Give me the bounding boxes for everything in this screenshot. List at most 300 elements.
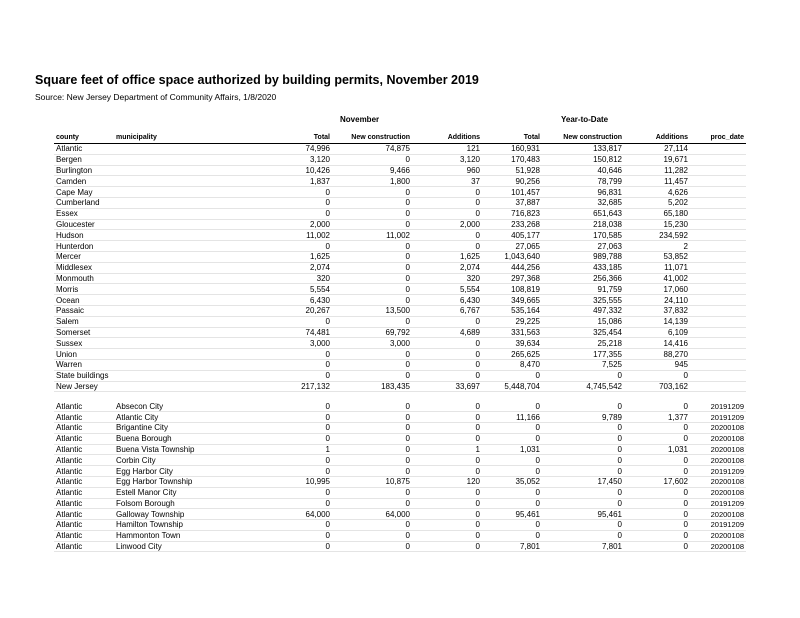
cell-ytd-additions: 1,377 — [624, 412, 690, 423]
cell-nov-new-construction: 0 — [332, 197, 412, 208]
cell-ytd-additions: 11,282 — [624, 165, 690, 176]
cell-ytd-total: 265,625 — [482, 349, 542, 360]
cell-county: Atlantic — [54, 444, 114, 455]
header-nov-new-construction: New construction — [332, 132, 412, 144]
group-header-ytd: Year-to-Date — [561, 115, 609, 124]
cell-county: Cape May — [54, 187, 114, 198]
cell-ytd-additions: 0 — [624, 422, 690, 433]
cell-county: Atlantic — [54, 466, 114, 477]
cell-ytd-additions: 0 — [624, 487, 690, 498]
cell-ytd-additions: 0 — [624, 541, 690, 552]
cell-ytd-total: 0 — [482, 530, 542, 541]
county-row — [54, 154, 746, 165]
cell-ytd-new-construction: 4,745,542 — [542, 381, 624, 392]
cell-proc-date — [690, 144, 746, 155]
municipality-row — [54, 401, 746, 411]
cell-municipality — [114, 251, 268, 262]
cell-nov-new-construction: 0 — [332, 219, 412, 230]
cell-municipality: Hamilton Township — [114, 520, 268, 531]
cell-proc-date — [690, 316, 746, 327]
spacer-cell — [54, 392, 114, 402]
cell-nov-total: 5,554 — [268, 284, 332, 295]
cell-ytd-total: 0 — [482, 466, 542, 477]
header-municipality: municipality — [114, 132, 268, 144]
cell-ytd-new-construction: 497,332 — [542, 305, 624, 316]
cell-proc-date — [690, 176, 746, 187]
cell-county: Mercer — [54, 251, 114, 262]
county-row — [54, 359, 746, 370]
spacer-cell — [268, 392, 332, 402]
cell-ytd-additions: 0 — [624, 433, 690, 444]
cell-county: Passaic — [54, 305, 114, 316]
cell-nov-new-construction: 0 — [332, 295, 412, 306]
spacer-row — [54, 392, 746, 402]
cell-nov-total: 2,074 — [268, 262, 332, 273]
cell-nov-new-construction: 0 — [332, 349, 412, 360]
county-row — [54, 187, 746, 198]
cell-nov-additions: 6,767 — [412, 305, 482, 316]
cell-county: Warren — [54, 359, 114, 370]
cell-ytd-new-construction: 989,788 — [542, 251, 624, 262]
cell-ytd-new-construction: 433,185 — [542, 262, 624, 273]
cell-county: Atlantic — [54, 498, 114, 509]
cell-ytd-new-construction: 0 — [542, 422, 624, 433]
cell-proc-date: 20200108 — [690, 530, 746, 541]
spacer-cell — [332, 392, 412, 402]
cell-nov-total: 0 — [268, 530, 332, 541]
cell-ytd-total: 90,256 — [482, 176, 542, 187]
cell-nov-additions: 2,000 — [412, 219, 482, 230]
cell-ytd-additions: 703,162 — [624, 381, 690, 392]
cell-ytd-total: 0 — [482, 422, 542, 433]
cell-ytd-additions: 65,180 — [624, 208, 690, 219]
cell-ytd-additions: 41,002 — [624, 273, 690, 284]
municipality-row — [54, 466, 746, 477]
cell-ytd-total: 29,225 — [482, 316, 542, 327]
cell-ytd-new-construction: 150,812 — [542, 154, 624, 165]
cell-ytd-total: 0 — [482, 401, 542, 411]
cell-ytd-new-construction: 9,789 — [542, 412, 624, 423]
cell-ytd-new-construction: 25,218 — [542, 338, 624, 349]
cell-ytd-total: 27,065 — [482, 241, 542, 252]
cell-nov-total: 217,132 — [268, 381, 332, 392]
cell-ytd-total: 0 — [482, 433, 542, 444]
cell-county: Atlantic — [54, 412, 114, 423]
municipality-row — [54, 498, 746, 509]
cell-county: Ocean — [54, 295, 114, 306]
cell-ytd-total: 51,928 — [482, 165, 542, 176]
cell-ytd-additions: 15,230 — [624, 219, 690, 230]
cell-municipality — [114, 316, 268, 327]
cell-ytd-total: 1,031 — [482, 444, 542, 455]
cell-nov-total: 0 — [268, 241, 332, 252]
cell-nov-additions: 0 — [412, 197, 482, 208]
cell-nov-total: 0 — [268, 433, 332, 444]
cell-ytd-new-construction: 7,525 — [542, 359, 624, 370]
cell-nov-new-construction: 0 — [332, 520, 412, 531]
cell-nov-new-construction: 64,000 — [332, 509, 412, 520]
municipality-row — [54, 412, 746, 423]
county-row — [54, 165, 746, 176]
spacer-cell — [114, 392, 268, 402]
cell-proc-date — [690, 187, 746, 198]
group-header-november: November — [340, 115, 380, 124]
cell-nov-total: 0 — [268, 466, 332, 477]
cell-ytd-total: 39,634 — [482, 338, 542, 349]
report-source: Source: New Jersey Department of Community Affairs, 1/8/2020 — [35, 92, 277, 102]
cell-nov-new-construction: 0 — [332, 444, 412, 455]
cell-county: Atlantic — [54, 401, 114, 411]
cell-nov-additions: 0 — [412, 422, 482, 433]
cell-proc-date — [690, 154, 746, 165]
cell-nov-new-construction: 0 — [332, 498, 412, 509]
cell-ytd-total: 233,268 — [482, 219, 542, 230]
cell-proc-date — [690, 349, 746, 360]
cell-proc-date: 20200108 — [690, 455, 746, 466]
cell-ytd-new-construction: 78,799 — [542, 176, 624, 187]
cell-nov-new-construction: 74,875 — [332, 144, 412, 155]
cell-county: Union — [54, 349, 114, 360]
cell-nov-total: 0 — [268, 455, 332, 466]
cell-nov-total: 6,430 — [268, 295, 332, 306]
cell-ytd-additions: 27,114 — [624, 144, 690, 155]
cell-proc-date — [690, 262, 746, 273]
cell-proc-date — [690, 295, 746, 306]
cell-ytd-new-construction: 32,685 — [542, 197, 624, 208]
cell-nov-total: 0 — [268, 487, 332, 498]
cell-nov-additions: 0 — [412, 498, 482, 509]
cell-nov-total: 0 — [268, 520, 332, 531]
cell-nov-new-construction: 183,435 — [332, 381, 412, 392]
header-ytd-total: Total — [482, 132, 542, 144]
cell-county: Atlantic — [54, 541, 114, 552]
cell-municipality — [114, 327, 268, 338]
cell-ytd-total: 108,819 — [482, 284, 542, 295]
county-row — [54, 273, 746, 284]
cell-municipality — [114, 197, 268, 208]
permits-table — [54, 132, 746, 552]
cell-municipality: Atlantic City — [114, 412, 268, 423]
cell-proc-date: 20191209 — [690, 520, 746, 531]
cell-nov-total: 0 — [268, 422, 332, 433]
cell-county: Hudson — [54, 230, 114, 241]
cell-ytd-new-construction: 0 — [542, 444, 624, 455]
cell-nov-new-construction: 0 — [332, 412, 412, 423]
cell-nov-additions: 0 — [412, 412, 482, 423]
cell-nov-new-construction: 0 — [332, 422, 412, 433]
cell-nov-new-construction: 0 — [332, 273, 412, 284]
cell-nov-total: 1 — [268, 444, 332, 455]
cell-proc-date — [690, 327, 746, 338]
spacer-cell — [412, 392, 482, 402]
cell-proc-date: 20191209 — [690, 498, 746, 509]
cell-nov-total: 0 — [268, 187, 332, 198]
header-proc-date: proc_date — [690, 132, 746, 144]
cell-nov-total: 0 — [268, 541, 332, 552]
municipality-row — [54, 476, 746, 487]
cell-municipality: Brigantine City — [114, 422, 268, 433]
municipality-row — [54, 422, 746, 433]
cell-municipality — [114, 144, 268, 155]
county-row — [54, 219, 746, 230]
cell-ytd-new-construction: 0 — [542, 455, 624, 466]
cell-proc-date: 20200108 — [690, 444, 746, 455]
cell-nov-total: 0 — [268, 349, 332, 360]
cell-ytd-total: 0 — [482, 370, 542, 381]
cell-proc-date: 20200108 — [690, 433, 746, 444]
spacer-cell — [690, 392, 746, 402]
cell-ytd-additions: 4,626 — [624, 187, 690, 198]
cell-proc-date — [690, 241, 746, 252]
cell-nov-additions: 0 — [412, 487, 482, 498]
cell-ytd-new-construction: 95,461 — [542, 509, 624, 520]
municipality-row — [54, 541, 746, 552]
cell-ytd-additions: 0 — [624, 509, 690, 520]
cell-ytd-total: 160,931 — [482, 144, 542, 155]
cell-ytd-additions: 234,592 — [624, 230, 690, 241]
municipality-row — [54, 433, 746, 444]
cell-municipality — [114, 338, 268, 349]
cell-ytd-new-construction: 91,759 — [542, 284, 624, 295]
cell-nov-total: 1,837 — [268, 176, 332, 187]
cell-nov-new-construction: 69,792 — [332, 327, 412, 338]
cell-proc-date — [690, 273, 746, 284]
county-row — [54, 241, 746, 252]
header-nov-total: Total — [268, 132, 332, 144]
cell-ytd-total: 0 — [482, 487, 542, 498]
county-row — [54, 284, 746, 295]
cell-proc-date: 20191209 — [690, 401, 746, 411]
cell-nov-total: 74,481 — [268, 327, 332, 338]
cell-ytd-additions: 6,109 — [624, 327, 690, 338]
cell-ytd-new-construction: 27,063 — [542, 241, 624, 252]
cell-ytd-new-construction: 325,454 — [542, 327, 624, 338]
cell-county: Essex — [54, 208, 114, 219]
cell-municipality — [114, 154, 268, 165]
cell-nov-additions: 0 — [412, 230, 482, 241]
cell-nov-additions: 5,554 — [412, 284, 482, 295]
cell-municipality — [114, 284, 268, 295]
cell-county: Cumberland — [54, 197, 114, 208]
cell-municipality: Egg Harbor City — [114, 466, 268, 477]
cell-ytd-new-construction: 325,555 — [542, 295, 624, 306]
cell-nov-additions: 4,689 — [412, 327, 482, 338]
cell-nov-additions: 960 — [412, 165, 482, 176]
cell-nov-total: 0 — [268, 498, 332, 509]
county-row — [54, 208, 746, 219]
cell-municipality: Linwood City — [114, 541, 268, 552]
cell-nov-new-construction: 0 — [332, 433, 412, 444]
cell-ytd-additions: 14,416 — [624, 338, 690, 349]
cell-nov-new-construction: 0 — [332, 241, 412, 252]
cell-nov-total: 0 — [268, 208, 332, 219]
cell-municipality — [114, 359, 268, 370]
cell-nov-additions: 0 — [412, 359, 482, 370]
cell-county: Burlington — [54, 165, 114, 176]
cell-ytd-additions: 0 — [624, 466, 690, 477]
cell-municipality — [114, 241, 268, 252]
cell-ytd-total: 444,256 — [482, 262, 542, 273]
cell-ytd-new-construction: 0 — [542, 530, 624, 541]
cell-county: Atlantic — [54, 530, 114, 541]
cell-ytd-new-construction: 0 — [542, 466, 624, 477]
cell-ytd-additions: 37,832 — [624, 305, 690, 316]
cell-municipality — [114, 219, 268, 230]
cell-municipality — [114, 230, 268, 241]
cell-ytd-additions: 0 — [624, 370, 690, 381]
cell-county: Atlantic — [54, 422, 114, 433]
county-row — [54, 349, 746, 360]
cell-municipality — [114, 295, 268, 306]
cell-municipality — [114, 165, 268, 176]
cell-municipality: Buena Borough — [114, 433, 268, 444]
cell-nov-additions: 6,430 — [412, 295, 482, 306]
cell-county: Hunterdon — [54, 241, 114, 252]
cell-nov-new-construction: 10,875 — [332, 476, 412, 487]
cell-nov-additions: 120 — [412, 476, 482, 487]
cell-ytd-new-construction: 256,366 — [542, 273, 624, 284]
cell-county: Atlantic — [54, 455, 114, 466]
cell-ytd-new-construction: 0 — [542, 498, 624, 509]
cell-proc-date: 20200108 — [690, 509, 746, 520]
cell-ytd-new-construction: 651,643 — [542, 208, 624, 219]
county-row — [54, 230, 746, 241]
cell-nov-total: 0 — [268, 412, 332, 423]
header-ytd-additions: Additions — [624, 132, 690, 144]
cell-nov-new-construction: 1,800 — [332, 176, 412, 187]
cell-county: Camden — [54, 176, 114, 187]
cell-ytd-total: 0 — [482, 455, 542, 466]
cell-municipality: Estell Manor City — [114, 487, 268, 498]
county-row — [54, 305, 746, 316]
cell-nov-new-construction: 0 — [332, 284, 412, 295]
cell-ytd-total: 349,665 — [482, 295, 542, 306]
cell-county: Salem — [54, 316, 114, 327]
cell-nov-additions: 0 — [412, 466, 482, 477]
county-row — [54, 370, 746, 381]
cell-nov-total: 2,000 — [268, 219, 332, 230]
cell-ytd-total: 35,052 — [482, 476, 542, 487]
county-row — [54, 262, 746, 273]
cell-nov-total: 320 — [268, 273, 332, 284]
county-row — [54, 197, 746, 208]
cell-nov-new-construction: 11,002 — [332, 230, 412, 241]
cell-municipality: Corbin City — [114, 455, 268, 466]
cell-municipality: Galloway Township — [114, 509, 268, 520]
cell-county: Atlantic — [54, 476, 114, 487]
cell-county: Sussex — [54, 338, 114, 349]
cell-county: New Jersey — [54, 381, 114, 392]
cell-proc-date: 20200108 — [690, 541, 746, 552]
cell-nov-new-construction: 0 — [332, 541, 412, 552]
cell-nov-additions: 0 — [412, 208, 482, 219]
cell-nov-additions: 320 — [412, 273, 482, 284]
cell-municipality — [114, 262, 268, 273]
cell-ytd-additions: 945 — [624, 359, 690, 370]
cell-nov-total: 64,000 — [268, 509, 332, 520]
cell-proc-date — [690, 338, 746, 349]
cell-ytd-new-construction: 0 — [542, 401, 624, 411]
cell-proc-date: 20200108 — [690, 476, 746, 487]
cell-nov-additions: 2,074 — [412, 262, 482, 273]
cell-ytd-new-construction: 177,355 — [542, 349, 624, 360]
cell-nov-new-construction: 0 — [332, 316, 412, 327]
cell-ytd-additions: 11,071 — [624, 262, 690, 273]
cell-ytd-additions: 14,139 — [624, 316, 690, 327]
cell-municipality — [114, 273, 268, 284]
cell-ytd-total: 37,887 — [482, 197, 542, 208]
cell-nov-new-construction: 0 — [332, 251, 412, 262]
cell-municipality: Egg Harbor Township — [114, 476, 268, 487]
cell-nov-new-construction: 0 — [332, 370, 412, 381]
cell-ytd-additions: 2 — [624, 241, 690, 252]
cell-proc-date — [690, 165, 746, 176]
cell-nov-total: 1,625 — [268, 251, 332, 262]
cell-nov-new-construction: 0 — [332, 208, 412, 219]
cell-nov-additions: 0 — [412, 349, 482, 360]
cell-nov-additions: 0 — [412, 509, 482, 520]
cell-municipality — [114, 349, 268, 360]
cell-ytd-total: 11,166 — [482, 412, 542, 423]
cell-proc-date: 20191209 — [690, 412, 746, 423]
cell-nov-additions: 0 — [412, 338, 482, 349]
cell-county: Gloucester — [54, 219, 114, 230]
cell-nov-new-construction: 0 — [332, 154, 412, 165]
header-county: county — [54, 132, 114, 144]
cell-nov-new-construction: 0 — [332, 401, 412, 411]
cell-ytd-additions: 0 — [624, 455, 690, 466]
cell-nov-total: 10,426 — [268, 165, 332, 176]
spacer-cell — [482, 392, 542, 402]
cell-ytd-total: 1,043,640 — [482, 251, 542, 262]
cell-ytd-additions: 0 — [624, 520, 690, 531]
cell-ytd-new-construction: 15,086 — [542, 316, 624, 327]
cell-nov-total: 20,267 — [268, 305, 332, 316]
cell-nov-additions: 0 — [412, 187, 482, 198]
cell-nov-additions: 33,697 — [412, 381, 482, 392]
cell-proc-date: 20191209 — [690, 466, 746, 477]
cell-nov-additions: 0 — [412, 455, 482, 466]
cell-nov-additions: 0 — [412, 241, 482, 252]
cell-ytd-total: 716,823 — [482, 208, 542, 219]
cell-ytd-new-construction: 0 — [542, 370, 624, 381]
cell-municipality — [114, 208, 268, 219]
cell-ytd-total: 331,563 — [482, 327, 542, 338]
cell-nov-new-construction: 0 — [332, 187, 412, 198]
cell-ytd-additions: 0 — [624, 498, 690, 509]
county-row — [54, 327, 746, 338]
cell-ytd-additions: 88,270 — [624, 349, 690, 360]
cell-municipality — [114, 176, 268, 187]
header-ytd-new-construction: New construction — [542, 132, 624, 144]
cell-county: Somerset — [54, 327, 114, 338]
cell-ytd-total: 535,164 — [482, 305, 542, 316]
county-row — [54, 295, 746, 306]
municipality-row — [54, 444, 746, 455]
cell-ytd-total: 101,457 — [482, 187, 542, 198]
cell-ytd-additions: 24,110 — [624, 295, 690, 306]
cell-nov-additions: 0 — [412, 401, 482, 411]
spacer-cell — [542, 392, 624, 402]
cell-ytd-total: 405,177 — [482, 230, 542, 241]
cell-nov-total: 0 — [268, 359, 332, 370]
cell-proc-date — [690, 251, 746, 262]
cell-proc-date — [690, 208, 746, 219]
cell-ytd-total: 8,470 — [482, 359, 542, 370]
cell-nov-total: 0 — [268, 370, 332, 381]
cell-ytd-total: 0 — [482, 498, 542, 509]
cell-county: Atlantic — [54, 509, 114, 520]
